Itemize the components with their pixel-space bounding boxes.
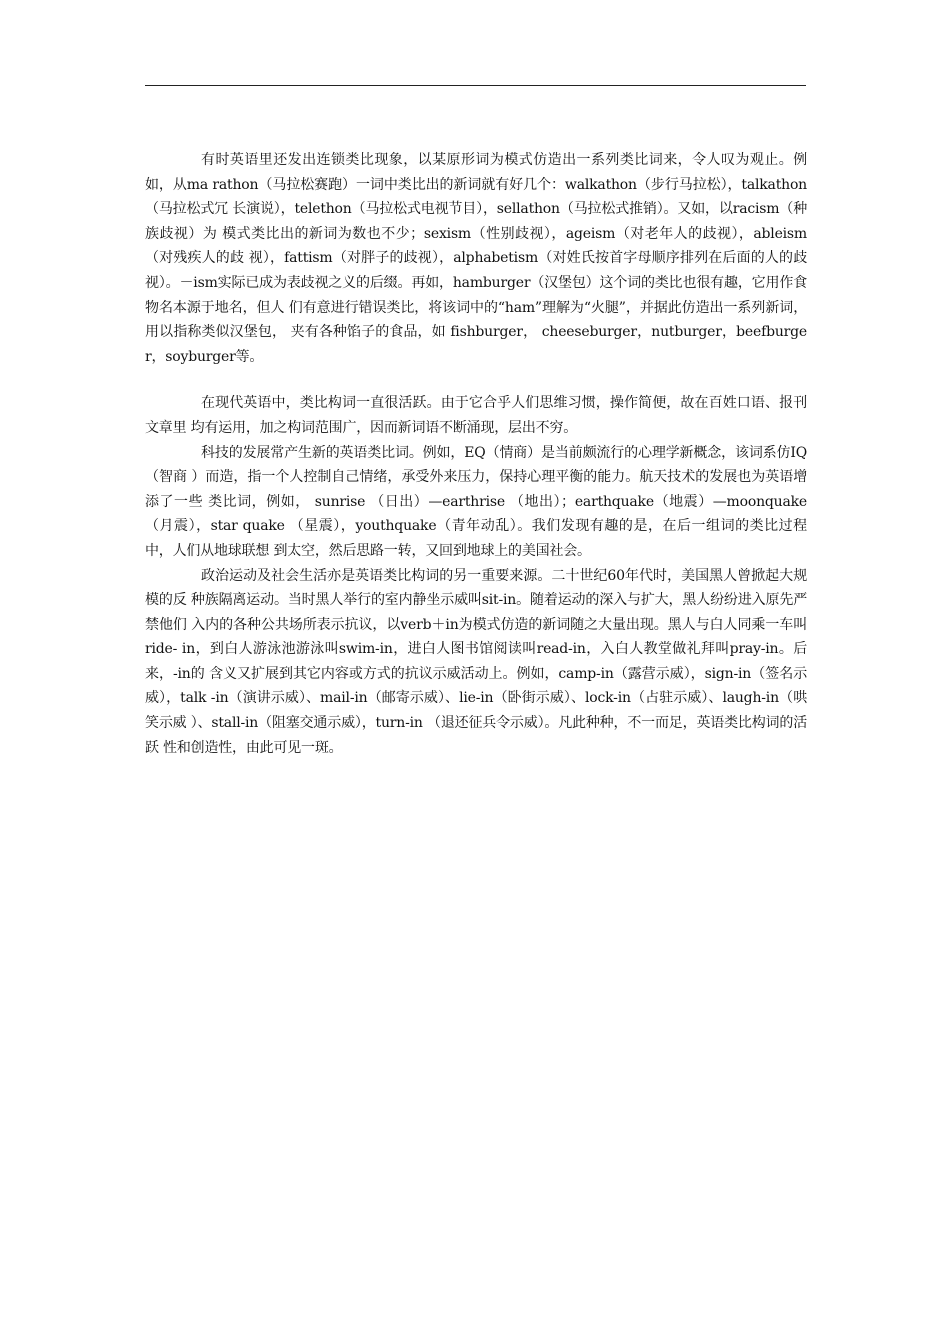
- header-rule: [145, 85, 806, 86]
- paragraph-political-analogy: 政治运动及社会生活亦是英语类比构词的另一重要来源。二十世纪60年代时，美国黑人曾掀起大规模的反 种族隔离运动。当时黑人举行的室内静坐示威叫sit-in。随着运动的深入与扩大，黑人纷纷进入原先严禁他们 入内的各种公共场所表示抗议，以verb＋in为模式仿造的新词随之大量出现。黑人与白人同乘一车叫 ride- in，到白人游泳池游泳叫swim-in，进白人图书馆阅读叫read-in，入白人教堂做礼拜叫pray-in。后来，-in的 含义又扩展到其它内容或方式的抗议示威活动上。例如，camp-in（露营示威），sign-in（签名示威），talk -in（演讲示威）、mail-in（邮寄示威）、lie-in（卧街示威）、lock-in（占驻示威）、laugh-in（哄笑示威 ）、stall-in（阻塞交通示威），turn-in （退还征兵令示威）。凡此种种，不一而足，英语类比构词的活跃 性和创造性，由此可见一斑。: [145, 567, 807, 756]
- document-body: [145, 148, 807, 760]
- paragraph-active-analogy: 在现代英语中，类比构词一直很活跃。由于它合乎人们思维习惯，操作简便，故在百姓口语、报刊文章里 均有运用，加之构词范围广，因而新词语不断涌现，层出不穷。: [145, 395, 807, 436]
- paragraph-chain-analogy: 有时英语里还发出连锁类比现象，以某原形词为模式仿造出一系列类比词来，令人叹为观止。例如，从ma rathon（马拉松赛跑）一词中类比出的新词就有好几个：walkathon（步行马拉松），talkathon（马拉松式冗 长演说），telethon（马拉松式电视节目），sellathon（马拉松式推销）。又如，以racism（种族歧视）为 模式类比出的新词为数也不少；sexism（性别歧视），ageism（对老年人的歧视），ableism（对残疾人的歧 视），fattism（对胖子的歧视），alphabetism（对姓氏按首字母顺序排列在后面的人的歧视）。－ism实际已成为表歧视之义的后缀。再如，hamburger（汉堡包）这个词的类比也很有趣，它用作食物名本源于地名，但人 们有意进行错误类比，将该词中的“ham”理解为“火腿”，并据此仿造出一系列新词，用以指称类似汉堡包， 夹有各种馅子的食品，如 fishburger， cheeseburger，nutburger，beefburger，soyburger等。: [145, 152, 807, 365]
- paragraph-science-analogy: 科技的发展常产生新的英语类比词。例如，EQ（情商）是当前颇流行的心理学新概念，该词系仿IQ（智商 ）而造，指一个人控制自己情绪，承受外来压力，保持心理平衡的能力。航天技术的发展也为英语增添了一些 类比词，例如， sunrise （日出）—earthrise （地出）；earthquake（地震）—moonquake（月震），star quake （星震），youthquake（青年动乱）。我们发现有趣的是，在后一组词的类比过程中，人们从地球联想 到太空，然后思路一转，又回到地球上的美国社会。: [145, 444, 807, 559]
